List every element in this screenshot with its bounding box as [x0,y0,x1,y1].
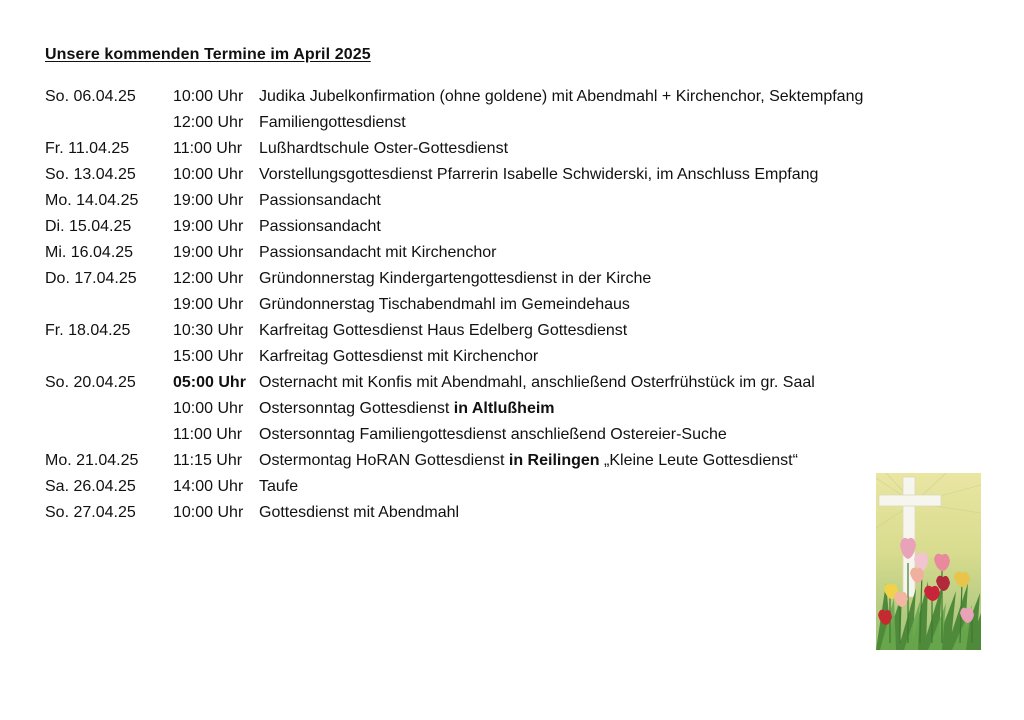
event-date: So. 20.04.25 [45,374,136,391]
event-row [45,214,1005,240]
event-date: Mi. 16.04.25 [45,244,134,261]
event-time: 19:00 Uhr [173,192,244,209]
event-date: So. 06.04.25 [45,88,136,105]
event-time: 12:00 Uhr [173,270,244,287]
event-row [45,318,1005,344]
event-row [45,370,1005,396]
event-time: 19:00 Uhr [173,244,244,261]
event-description: Judika Jubelkonfirmation (ohne goldene) mit Abendmahl + Kirchenchor, Sektempfang [259,88,864,105]
event-description: Lußhardtschule Oster-Gottesdienst [259,140,509,157]
event-date: Sa. 26.04.25 [45,478,136,495]
event-description: Passionsandacht mit Kirchenchor [259,244,497,261]
event-description: Karfreitag Gottesdienst Haus Edelberg Gottesdienst [259,322,628,339]
event-time: 10:00 Uhr [173,400,244,417]
page-title: Unsere kommenden Termine im April 2025 [45,46,371,63]
event-row [45,500,1005,526]
event-date: Fr. 18.04.25 [45,322,131,339]
event-row [45,266,1005,292]
event-description: Taufe [259,478,299,495]
event-description: Karfreitag Gottesdienst mit Kirchenchor [259,348,539,365]
event-row [45,474,1005,500]
event-time: 10:00 Uhr [173,504,244,521]
event-description [259,396,555,422]
event-time: 10:00 Uhr [173,88,244,105]
event-time: 10:00 Uhr [173,166,244,183]
event-time: 14:00 Uhr [173,478,244,495]
description-text: „Kleine Leute Gottesdienst“ [599,452,798,469]
location-text: in Reilingen [508,452,600,469]
event-description: Passionsandacht [259,218,381,235]
event-row [45,240,1005,266]
event-time: 11:00 Uhr [173,140,243,157]
event-description [259,448,798,474]
event-date: So. 13.04.25 [45,166,136,183]
description-text: Ostermontag HoRAN Gottesdienst [259,452,509,469]
event-description: Ostersonntag Familiengottesdienst anschließend Ostereier-Suche [259,426,727,443]
description-text: Ostersonntag Gottesdienst [259,400,454,417]
event-time: 11:00 Uhr [173,426,243,443]
event-description: Gottesdienst mit Abendmahl [259,504,460,521]
event-row [45,396,1005,422]
event-description: Familiengottesdienst [259,114,406,131]
event-date: So. 27.04.25 [45,504,136,521]
event-time: 19:00 Uhr [173,296,244,313]
event-time: 11:15 Uhr [173,452,243,469]
event-row [45,162,1005,188]
event-description: Osternacht mit Konfis mit Abendmahl, anschließend Osterfrühstück im gr. Saal [259,374,815,391]
event-description: Gründonnerstag Kindergartengottesdienst in der Kirche [259,270,652,287]
event-date: Fr. 11.04.25 [45,140,130,157]
event-row [45,84,1005,110]
event-date: Di. 15.04.25 [45,218,132,235]
event-description: Vorstellungsgottesdienst Pfarrerin Isabelle Schwiderski, im Anschluss Empfang [259,166,819,183]
event-description: Passionsandacht [259,192,381,209]
event-date: Mo. 14.04.25 [45,192,139,209]
easter-cross-tulips-illustration [876,473,981,650]
event-time: 12:00 Uhr [173,114,244,131]
event-time: 15:00 Uhr [173,348,244,365]
event-time: 10:30 Uhr [173,322,244,339]
event-row [45,110,1005,136]
location-text: in Altlußheim [453,400,555,417]
event-time: 05:00 Uhr [173,374,246,391]
event-schedule [45,84,1005,526]
event-row [45,136,1005,162]
event-row [45,292,1005,318]
event-description: Gründonnerstag Tischabendmahl im Gemeindehaus [259,296,630,313]
event-row [45,448,1005,474]
event-row [45,344,1005,370]
event-row [45,422,1005,448]
event-row [45,188,1005,214]
event-date: Mo. 21.04.25 [45,452,139,469]
event-time: 19:00 Uhr [173,218,244,235]
event-date: Do. 17.04.25 [45,270,137,287]
